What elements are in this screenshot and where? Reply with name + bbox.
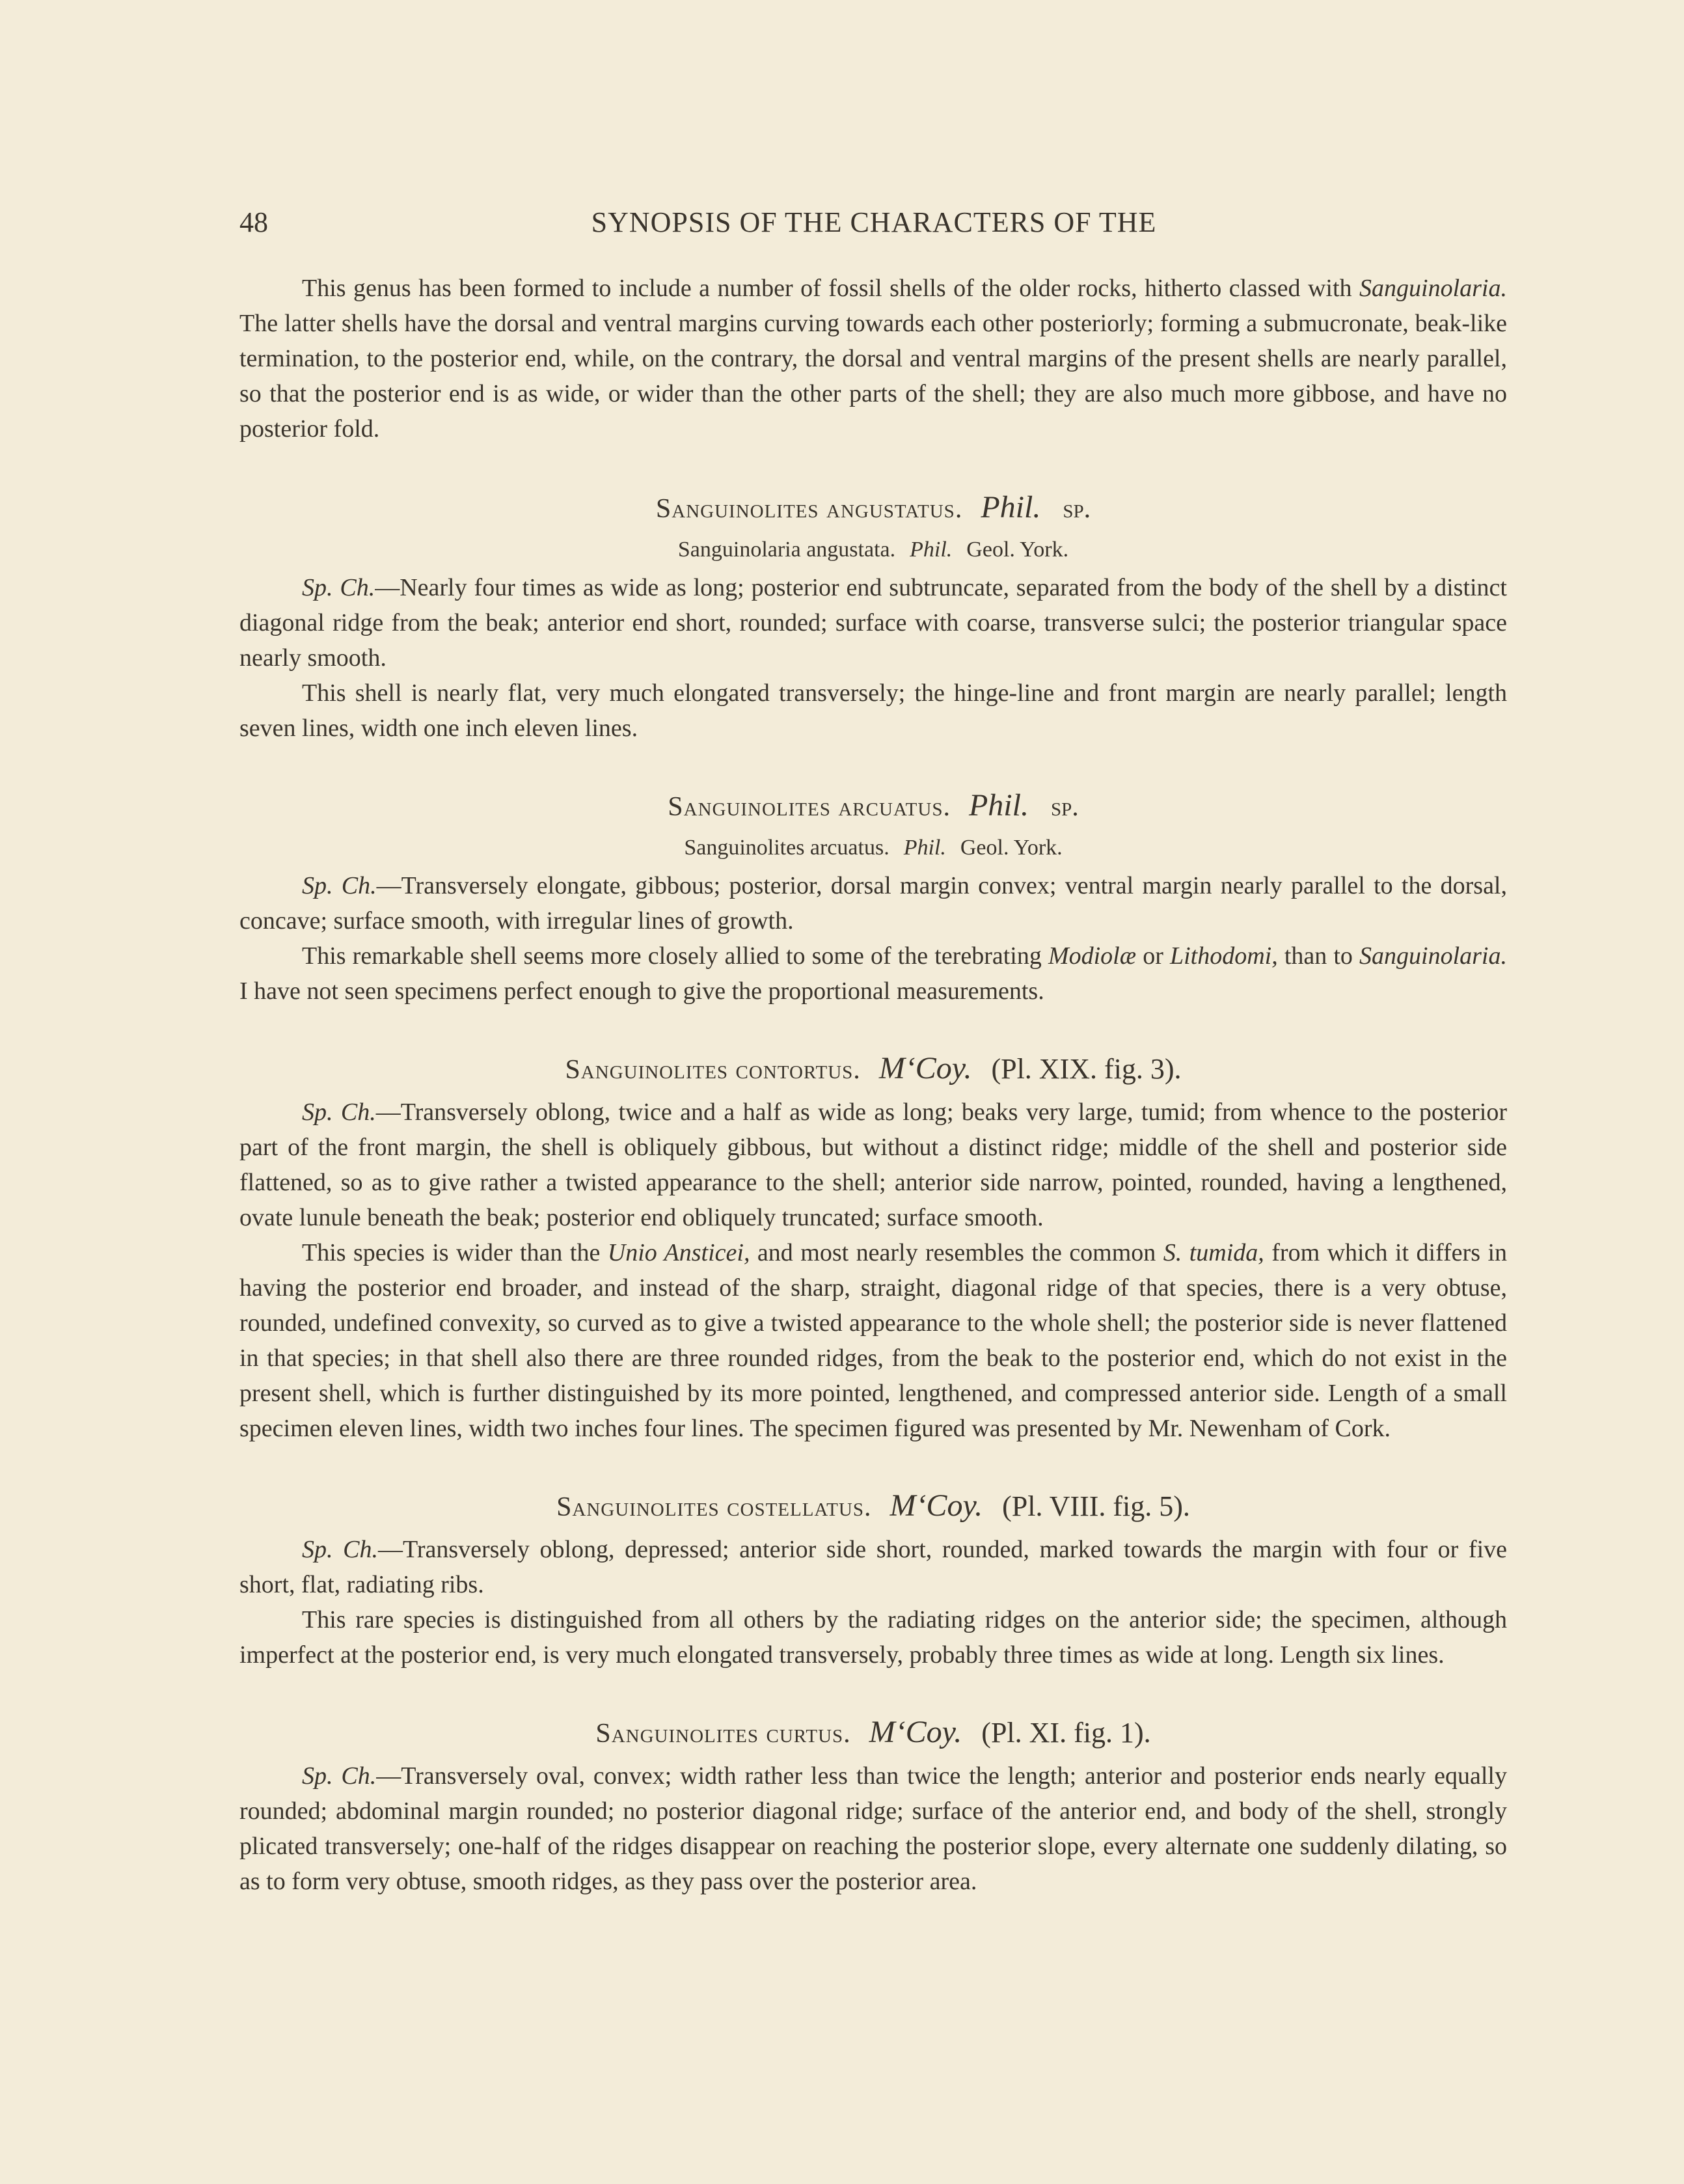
remarks-text: than to	[1277, 942, 1360, 970]
species-heading	[239, 1049, 1507, 1089]
species-author: Phil.	[968, 788, 1029, 823]
synonym-name: Sanguinolites arcuatus.	[684, 836, 890, 860]
intro-text-2: The latter shells have the dorsal and ventral margins curving towards each other posteriorly; forming a submucronate, beak-like termination, to the posterior end, while, on the contrary, the dorsal and ventral margins of the present shells are nearly parallel, so that the posterior end is as wide, or wider than the other parts of the shell; they are also much more gibbose, and have no posterior fold.	[239, 310, 1507, 443]
species-remarks	[239, 938, 1507, 1009]
species-name: Sanguinolites arcuatus.	[668, 792, 951, 822]
synonym-author: Phil.	[910, 538, 953, 562]
species-entry-angustatus	[239, 488, 1507, 746]
running-head: SYNOPSIS OF THE CHARACTERS OF THE	[591, 206, 1157, 238]
remarks-taxon: S. tumida,	[1163, 1239, 1264, 1266]
species-name: Sanguinolites contortus.	[565, 1055, 861, 1085]
species-characters	[239, 868, 1507, 938]
characters-text: —Transversely oblong, twice and a half as wide as long; beaks very large, tumid; from whence to the posterior part of the front margin, the shell is obliquely gibbous, but without a distinct ridge; middle of the shell and posterior side flattened, so as to give rather a twisted appearance to the shell; anterior side narrow, pointed, rounded, having a lengthened, ovate lunule beneath the beak; posterior end obliquely truncated; surface smooth.	[239, 1099, 1507, 1231]
synonym-author: Phil.	[903, 836, 946, 860]
page-body	[239, 271, 1507, 1899]
genus-intro-paragraph	[239, 271, 1507, 446]
species-heading	[239, 488, 1507, 528]
remarks-text: This species is wider than the	[302, 1239, 608, 1266]
remarks-taxon: Unio Ansticei,	[607, 1239, 750, 1266]
species-name: Sanguinolites costellatus.	[556, 1492, 872, 1522]
species-author: M‘Coy.	[878, 1051, 972, 1085]
species-name: Sanguinolites curtus.	[595, 1719, 851, 1749]
synonym-reference: Geol. York.	[966, 538, 1069, 562]
synonym-reference: Geol. York.	[960, 836, 1063, 860]
remarks-taxon: Lithodomi,	[1169, 942, 1278, 970]
remarks-taxon: Modiolæ	[1048, 942, 1137, 970]
characters-label: Sp. Ch.	[302, 872, 377, 899]
remarks-text: from which it differs in having the posterior end broader, and instead of the sharp, straight, diagonal ridge of that species, there is a very obtuse, rounded, undefined convexity, so curved as to give a twisted appearance to the whole shell; the posterior side is never flattened in that species; in that shell also there are three rounded ridges, from the beak to the posterior end, which do not exist in the present shell, which is further distinguished by its more pointed, lengthened, and compressed anterior side. Length of a small specimen eleven lines, width two inches four lines. The specimen figured was presented by Mr. Newenham of Cork.	[239, 1239, 1507, 1442]
species-heading	[239, 1713, 1507, 1753]
characters-label: Sp. Ch.	[302, 1762, 377, 1790]
page-header	[239, 206, 1508, 251]
characters-label: Sp. Ch.	[302, 1536, 378, 1563]
remarks-taxon: Sanguinolaria.	[1359, 942, 1507, 970]
characters-text: —Transversely oval, convex; width rather less than twice the length; anterior and posterior ends nearly equally rounded; abdominal margin rounded; no posterior diagonal ridge; surface of the anterior end, and body of the shell, strongly plicated transversely; one-half of the ridges disappear on reaching the posterior slope, every alternate one suddenly dilating, so as to form very obtuse, smooth ridges, as they pass over the posterior area.	[239, 1762, 1507, 1895]
plate-reference: (Pl. XIX. fig. 3).	[991, 1053, 1182, 1085]
species-author: M‘Coy.	[869, 1715, 962, 1749]
species-remarks: This shell is nearly flat, very much elongated transversely; the hinge-line and front margin are nearly parallel; length seven lines, width one inch eleven lines.	[239, 679, 1507, 742]
page-number: 48	[239, 206, 268, 238]
plate-reference: (Pl. VIII. fig. 5).	[1002, 1490, 1190, 1522]
species-author: Phil.	[981, 490, 1041, 525]
species-entry-costellatus	[239, 1486, 1507, 1672]
characters-label: Sp. Ch.	[302, 1099, 376, 1126]
species-characters	[239, 1758, 1507, 1899]
intro-text-1: This genus has been formed to include a number of fossil shells of the older rocks, hitherto classed with	[302, 275, 1360, 302]
species-characters	[239, 1532, 1507, 1602]
plate-reference: (Pl. XI. fig. 1).	[981, 1717, 1151, 1749]
characters-text: —Transversely oblong, depressed; anterior side short, rounded, marked towards the margin with four or five short, flat, radiating ribs.	[239, 1536, 1507, 1598]
synonym-name: Sanguinolaria angustata.	[677, 538, 896, 562]
species-heading	[239, 1486, 1507, 1527]
species-sp-marker: sp.	[1063, 494, 1091, 524]
species-remarks	[239, 1235, 1507, 1446]
species-heading	[239, 786, 1507, 826]
species-characters	[239, 1095, 1507, 1235]
remarks-text: I have not seen specimens perfect enough to give the proportional measurements.	[239, 977, 1044, 1005]
species-name: Sanguinolites angustatus.	[655, 494, 963, 524]
species-entry-curtus	[239, 1713, 1507, 1899]
species-remarks: This rare species is distinguished from all others by the radiating ridges on the anterior side; the specimen, although imperfect at the posterior end, is very much elongated transversely, probably three times as wide at long. Length six lines.	[239, 1606, 1507, 1669]
species-entry-arcuatus	[239, 786, 1507, 1009]
remarks-text: and most nearly resembles the common	[750, 1239, 1163, 1266]
characters-text: —Nearly four times as wide as long; posterior end subtruncate, separated from the body of the shell by a distinct diagonal ridge from the beak; anterior end short, rounded; surface with coarse, transverse sulci; the posterior triangular space nearly smooth.	[239, 574, 1507, 672]
species-entry-contortus	[239, 1049, 1507, 1446]
species-author: M‘Coy.	[890, 1488, 983, 1523]
species-synonym	[239, 832, 1507, 864]
characters-label: Sp. Ch.	[302, 574, 375, 601]
species-sp-marker: sp.	[1050, 792, 1079, 822]
remarks-text: This remarkable shell seems more closely allied to some of the terebrating	[302, 942, 1048, 970]
species-characters	[239, 570, 1507, 676]
intro-genus-name: Sanguinolaria.	[1359, 275, 1507, 302]
species-synonym	[239, 534, 1507, 566]
characters-text: —Transversely elongate, gibbous; posterior, dorsal margin convex; ventral margin nearly parallel to the dorsal, concave; surface smooth, with irregular lines of growth.	[239, 872, 1507, 935]
remarks-text: or	[1136, 942, 1170, 970]
